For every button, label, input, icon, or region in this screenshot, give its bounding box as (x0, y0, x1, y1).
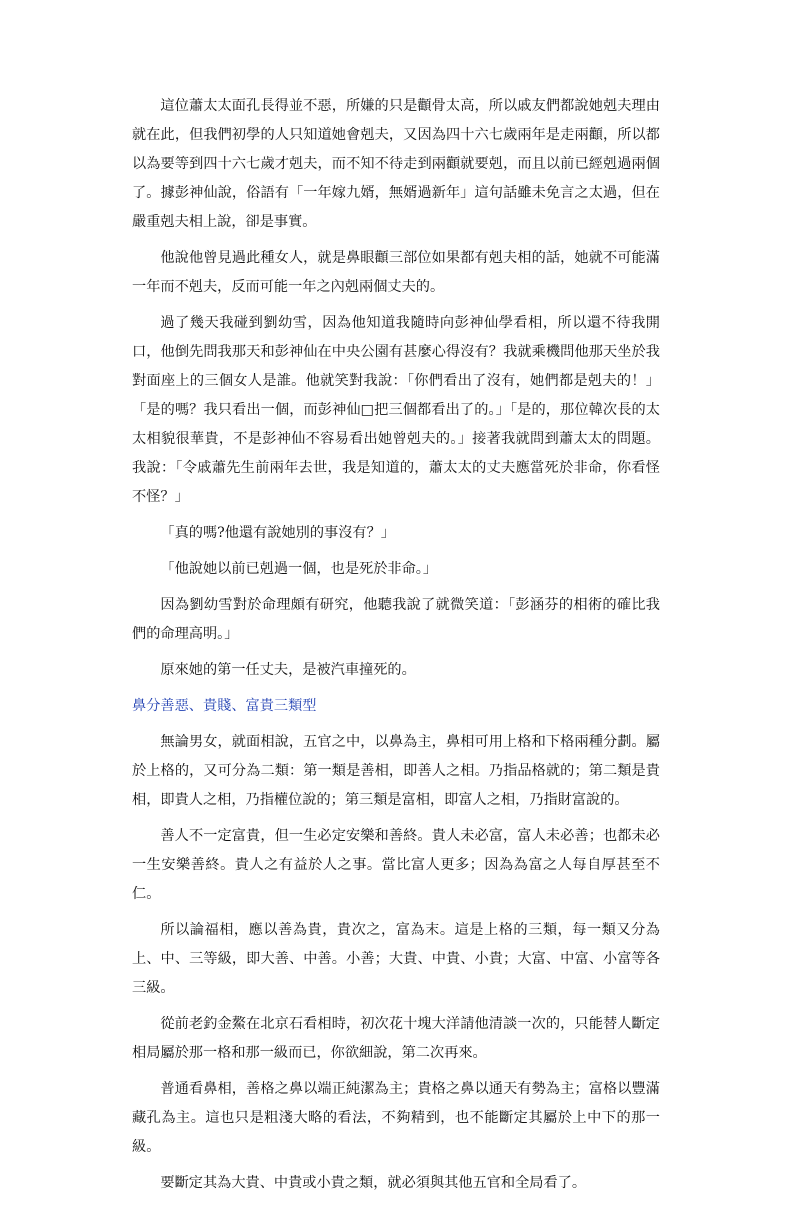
paragraph: 他說他曾見過此種女人，就是鼻眼顴三部位如果都有剋夫相的話，她就不可能滿一年而不剋夫，反而可能一年之內剋兩個丈夫的。 (132, 250, 660, 295)
section-heading: 鼻分善惡、貴賤、富貴三類型 (132, 698, 317, 714)
paragraph: 所以論福相，應以善為貴，貴次之，富為末。這是上格的三類，每一類又分為上、中、三等級，即大善、中善。小善；大貴、中貴、小貴；大富、中富、小富等各三級。 (132, 922, 660, 996)
paragraph: 這位蕭太太面孔長得並不惡，所嫌的只是顴骨太高，所以戚友們都說她剋夫理由就在此，但我們初學的人只知道她會剋夫，又因為四十六七歲兩年是走兩顴，所以都以為要等到四十六七歲才剋夫，而不知不待走到兩顴就要剋，而且以前已經剋過兩個了。據彭神仙說，俗語有「一年嫁九婿，無婿過新年」這句話雖未免言之太過，但在嚴重剋夫相上說，卻是事實。 (132, 98, 660, 230)
paragraph: 「他說她以前已剋過一個，也是死於非命。」 (160, 561, 438, 577)
paragraph: 無論男女，就面相說，五官之中，以鼻為主，鼻相可用上格和下格兩種分劃。屬於上格的，又可分為二類：第一類是善相，即善人之相。乃指品格就的；第二類是貴相，即貴人之相，乃指權位說的；第三類是富相，即富人之相，乃指財富說的。 (132, 734, 660, 808)
paragraph: 善人不一定富貴，但一生必定安樂和善終。貴人未必富，富人未必善；也都未必一生安樂善終。貴人之有益於人之事。當比富人更多；因為為富之人每自厚甚至不仁。 (132, 828, 660, 902)
document-body (132, 92, 660, 1205)
paragraph: 「真的嗎?他還有說她別的事沒有？」 (160, 525, 395, 541)
paragraph: 要斷定其為大貴、中貴或小貴之類，就必須與其他五官和全局看了。 (160, 1175, 587, 1191)
paragraph: 從前老釣金鰲在北京石看相時，初次花十塊大洋請他清談一次的，只能替人斷定相局屬於那一格和那一級而已，你欲細說，第二次再來。 (132, 1016, 660, 1061)
paragraph: 過了幾天我碰到劉幼雪，因為他知道我隨時向彭神仙學看相，所以還不待我開口，他倒先問我那天和彭神仙在中央公園有甚麼心得沒有？我就乘機問他那天坐於我對面座上的三個女人是誰。他就笑對我說：「你們看出了沒有，她們都是剋夫的！」「是的嗎？我只看出一個，而彭神仙□把三個都看出了的。」「是的，那位韓次長的太太相貌很華貴，不是彭神仙不容易看出她曾剋夫的。」接著我就問到蕭太太的問題。我說：「令戚蕭先生前兩年去世，我是知道的，蕭太太的丈夫應當死於非命，你看怪不怪？」 (132, 315, 660, 505)
paragraph: 因為劉幼雪對於命理頗有研究，他聽我說了就微笑道：「彭涵芬的相術的確比我們的命理高明。」 (132, 597, 660, 642)
paragraph: 原來她的第一任丈夫，是被汽車撞死的。 (160, 662, 416, 678)
paragraph: 普通看鼻相，善格之鼻以端正純潔為主；貴格之鼻以通天有勢為主；富格以豐滿藏孔為主。這也只是粗淺大略的看法，不夠精到，也不能斷定其屬於上中下的那一級。 (132, 1081, 660, 1155)
